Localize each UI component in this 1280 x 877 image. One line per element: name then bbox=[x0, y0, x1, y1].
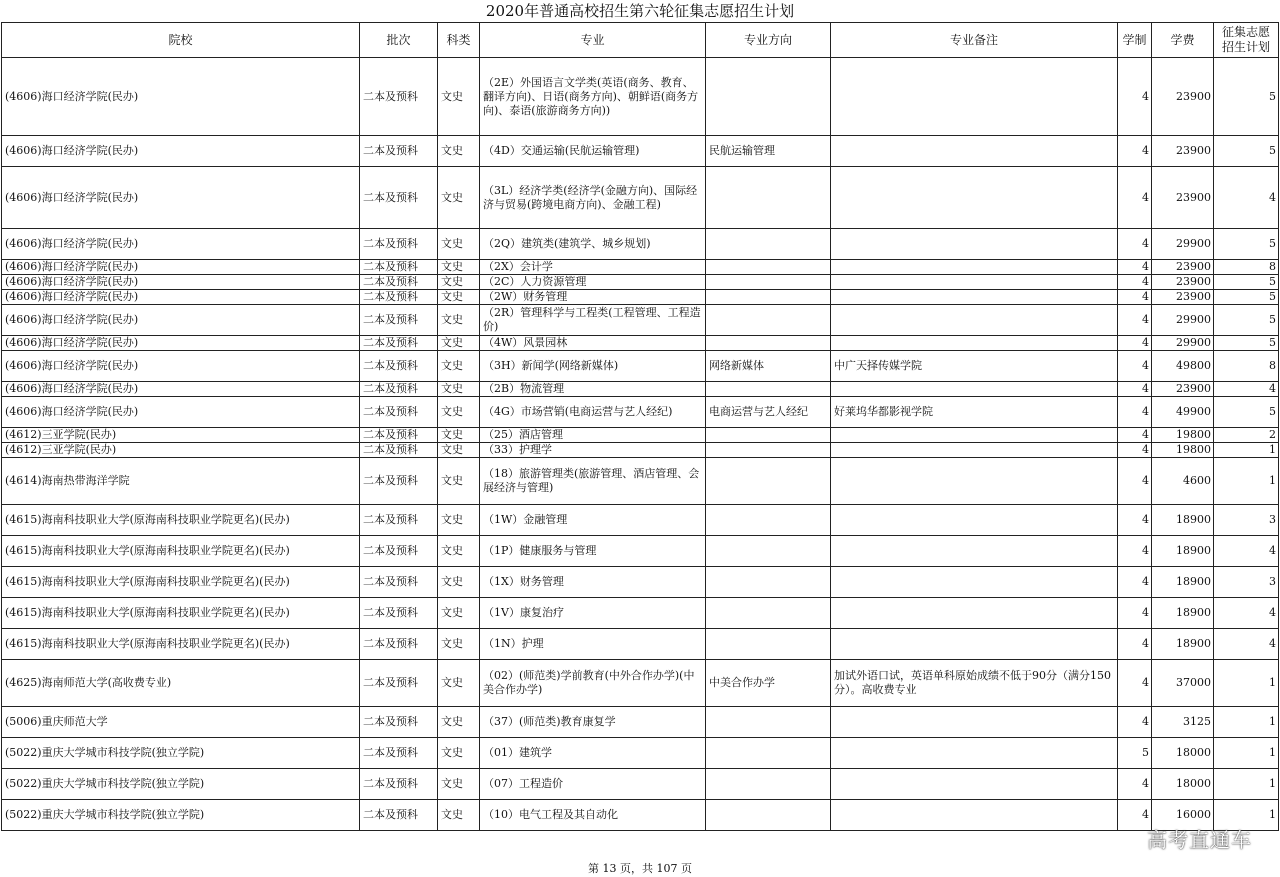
years-cell: 4 bbox=[1118, 351, 1152, 382]
years-cell: 4 bbox=[1118, 629, 1152, 660]
batch-cell: 二本及预科 bbox=[360, 769, 438, 800]
col-header-years: 学制 bbox=[1118, 23, 1152, 58]
major-cell: （1W）金融管理 bbox=[480, 505, 706, 536]
col-header-note: 专业备注 bbox=[831, 23, 1118, 58]
table-row bbox=[2, 629, 1279, 660]
subject-cell: 文史 bbox=[438, 458, 480, 505]
years-cell: 4 bbox=[1118, 382, 1152, 397]
table-row bbox=[2, 351, 1279, 382]
batch-cell: 二本及预科 bbox=[360, 275, 438, 290]
batch-cell: 二本及预科 bbox=[360, 660, 438, 707]
school-cell: (5022)重庆大学城市科技学院(独立学院) bbox=[2, 800, 360, 831]
years-cell: 4 bbox=[1118, 229, 1152, 260]
major-cell: （4W）风景园林 bbox=[480, 336, 706, 351]
fee-cell: 18000 bbox=[1152, 769, 1214, 800]
plan-cell: 8 bbox=[1214, 351, 1279, 382]
plan-cell: 2 bbox=[1214, 428, 1279, 443]
years-cell: 4 bbox=[1118, 260, 1152, 275]
col-header-subject: 科类 bbox=[438, 23, 480, 58]
subject-cell: 文史 bbox=[438, 305, 480, 336]
note-cell bbox=[831, 382, 1118, 397]
school-cell: (4606)海口经济学院(民办) bbox=[2, 397, 360, 428]
major-cell: （2E）外国语言文学类(英语(商务、教育、翻译方向)、日语(商务方向)、朝鲜语(商务方向)、泰语(旅游商务方向)) bbox=[480, 58, 706, 136]
years-cell: 4 bbox=[1118, 707, 1152, 738]
years-cell: 4 bbox=[1118, 567, 1152, 598]
note-cell bbox=[831, 336, 1118, 351]
plan-cell: 1 bbox=[1214, 458, 1279, 505]
major-cell: （07）工程造价 bbox=[480, 769, 706, 800]
batch-cell: 二本及预科 bbox=[360, 800, 438, 831]
subject-cell: 文史 bbox=[438, 660, 480, 707]
note-cell bbox=[831, 598, 1118, 629]
table-row bbox=[2, 505, 1279, 536]
fee-cell: 23900 bbox=[1152, 382, 1214, 397]
batch-cell: 二本及预科 bbox=[360, 336, 438, 351]
batch-cell: 二本及预科 bbox=[360, 443, 438, 458]
subject-cell: 文史 bbox=[438, 260, 480, 275]
subject-cell: 文史 bbox=[438, 443, 480, 458]
note-cell bbox=[831, 290, 1118, 305]
direction-cell bbox=[706, 738, 831, 769]
col-header-school: 院校 bbox=[2, 23, 360, 58]
fee-cell: 18000 bbox=[1152, 738, 1214, 769]
subject-cell: 文史 bbox=[438, 397, 480, 428]
note-cell bbox=[831, 536, 1118, 567]
table-row bbox=[2, 290, 1279, 305]
batch-cell: 二本及预科 bbox=[360, 397, 438, 428]
direction-cell bbox=[706, 428, 831, 443]
table-row bbox=[2, 567, 1279, 598]
direction-cell bbox=[706, 536, 831, 567]
subject-cell: 文史 bbox=[438, 629, 480, 660]
fee-cell: 18900 bbox=[1152, 629, 1214, 660]
subject-cell: 文史 bbox=[438, 800, 480, 831]
watermark: 高考直通车 bbox=[1147, 828, 1252, 852]
school-cell: (4614)海南热带海洋学院 bbox=[2, 458, 360, 505]
col-header-plan-line1: 征集志愿 bbox=[1221, 25, 1270, 39]
note-cell bbox=[831, 443, 1118, 458]
note-cell bbox=[831, 58, 1118, 136]
col-header-plan bbox=[1214, 23, 1279, 58]
fee-cell: 37000 bbox=[1152, 660, 1214, 707]
fee-cell: 19800 bbox=[1152, 443, 1214, 458]
batch-cell: 二本及预科 bbox=[360, 58, 438, 136]
fee-cell: 49800 bbox=[1152, 351, 1214, 382]
years-cell: 4 bbox=[1118, 536, 1152, 567]
school-cell: (4606)海口经济学院(民办) bbox=[2, 275, 360, 290]
batch-cell: 二本及预科 bbox=[360, 707, 438, 738]
school-cell: (4612)三亚学院(民办) bbox=[2, 428, 360, 443]
fee-cell: 18900 bbox=[1152, 598, 1214, 629]
major-cell: （4G）市场营销(电商运营与艺人经纪) bbox=[480, 397, 706, 428]
note-cell bbox=[831, 769, 1118, 800]
school-cell: (4606)海口经济学院(民办) bbox=[2, 382, 360, 397]
subject-cell: 文史 bbox=[438, 136, 480, 167]
note-cell: 加试外语口试，英语单科原始成绩不低于90分（满分150分）。高收费专业 bbox=[831, 660, 1118, 707]
years-cell: 4 bbox=[1118, 769, 1152, 800]
major-cell: （2R）管理科学与工程类(工程管理、工程造价) bbox=[480, 305, 706, 336]
subject-cell: 文史 bbox=[438, 707, 480, 738]
major-cell: （4D）交通运输(民航运输管理) bbox=[480, 136, 706, 167]
fee-cell: 23900 bbox=[1152, 58, 1214, 136]
table-row bbox=[2, 382, 1279, 397]
direction-cell bbox=[706, 707, 831, 738]
major-cell: （2W）财务管理 bbox=[480, 290, 706, 305]
table-row bbox=[2, 443, 1279, 458]
plan-cell: 1 bbox=[1214, 660, 1279, 707]
fee-cell: 18900 bbox=[1152, 567, 1214, 598]
note-cell bbox=[831, 167, 1118, 229]
school-cell: (5022)重庆大学城市科技学院(独立学院) bbox=[2, 769, 360, 800]
plan-cell: 1 bbox=[1214, 800, 1279, 831]
table-row bbox=[2, 229, 1279, 260]
note-cell bbox=[831, 275, 1118, 290]
batch-cell: 二本及预科 bbox=[360, 598, 438, 629]
batch-cell: 二本及预科 bbox=[360, 290, 438, 305]
direction-cell bbox=[706, 290, 831, 305]
table-row bbox=[2, 336, 1279, 351]
fee-cell: 16000 bbox=[1152, 800, 1214, 831]
plan-cell: 4 bbox=[1214, 629, 1279, 660]
fee-cell: 29900 bbox=[1152, 336, 1214, 351]
school-cell: (4606)海口经济学院(民办) bbox=[2, 290, 360, 305]
col-header-plan-line2: 招生计划 bbox=[1221, 40, 1270, 54]
plan-cell: 1 bbox=[1214, 707, 1279, 738]
note-cell bbox=[831, 428, 1118, 443]
school-cell: (5006)重庆师范大学 bbox=[2, 707, 360, 738]
note-cell bbox=[831, 136, 1118, 167]
school-cell: (4615)海南科技职业大学(原海南科技职业学院更名)(民办) bbox=[2, 536, 360, 567]
direction-cell bbox=[706, 567, 831, 598]
subject-cell: 文史 bbox=[438, 382, 480, 397]
plan-cell: 1 bbox=[1214, 738, 1279, 769]
major-cell: （02）(师范类)学前教育(中外合作办学)(中美合作办学) bbox=[480, 660, 706, 707]
table-row bbox=[2, 769, 1279, 800]
major-cell: （2X）会计学 bbox=[480, 260, 706, 275]
batch-cell: 二本及预科 bbox=[360, 505, 438, 536]
note-cell bbox=[831, 707, 1118, 738]
table-row bbox=[2, 598, 1279, 629]
years-cell: 4 bbox=[1118, 275, 1152, 290]
plan-cell: 5 bbox=[1214, 290, 1279, 305]
direction-cell bbox=[706, 275, 831, 290]
school-cell: (4615)海南科技职业大学(原海南科技职业学院更名)(民办) bbox=[2, 629, 360, 660]
note-cell bbox=[831, 738, 1118, 769]
table-row bbox=[2, 660, 1279, 707]
fee-cell: 23900 bbox=[1152, 260, 1214, 275]
major-cell: （25）酒店管理 bbox=[480, 428, 706, 443]
school-cell: (4606)海口经济学院(民办) bbox=[2, 167, 360, 229]
major-cell: （18）旅游管理类(旅游管理、酒店管理、会展经济与管理) bbox=[480, 458, 706, 505]
table-row bbox=[2, 397, 1279, 428]
batch-cell: 二本及预科 bbox=[360, 351, 438, 382]
major-cell: （10）电气工程及其自动化 bbox=[480, 800, 706, 831]
major-cell: （3H）新闻学(网络新媒体) bbox=[480, 351, 706, 382]
major-cell: （3L）经济学类(经济学(金融方向)、国际经济与贸易(跨境电商方向)、金融工程) bbox=[480, 167, 706, 229]
plan-cell: 4 bbox=[1214, 382, 1279, 397]
years-cell: 4 bbox=[1118, 443, 1152, 458]
years-cell: 4 bbox=[1118, 336, 1152, 351]
fee-cell: 18900 bbox=[1152, 536, 1214, 567]
subject-cell: 文史 bbox=[438, 536, 480, 567]
batch-cell: 二本及预科 bbox=[360, 428, 438, 443]
batch-cell: 二本及预科 bbox=[360, 136, 438, 167]
table-row bbox=[2, 136, 1279, 167]
plan-cell: 5 bbox=[1214, 336, 1279, 351]
subject-cell: 文史 bbox=[438, 598, 480, 629]
note-cell bbox=[831, 305, 1118, 336]
batch-cell: 二本及预科 bbox=[360, 229, 438, 260]
page-footer: 第 13 页，共 107 页 bbox=[588, 862, 692, 875]
fee-cell: 29900 bbox=[1152, 229, 1214, 260]
table-row bbox=[2, 800, 1279, 831]
direction-cell bbox=[706, 800, 831, 831]
years-cell: 4 bbox=[1118, 458, 1152, 505]
fee-cell: 29900 bbox=[1152, 305, 1214, 336]
note-cell: 中广天择传媒学院 bbox=[831, 351, 1118, 382]
school-cell: (4615)海南科技职业大学(原海南科技职业学院更名)(民办) bbox=[2, 567, 360, 598]
years-cell: 4 bbox=[1118, 598, 1152, 629]
major-cell: （1P）健康服务与管理 bbox=[480, 536, 706, 567]
plan-cell: 5 bbox=[1214, 275, 1279, 290]
note-cell bbox=[831, 505, 1118, 536]
school-cell: (4625)海南师范大学(高收费专业) bbox=[2, 660, 360, 707]
plan-cell: 5 bbox=[1214, 305, 1279, 336]
col-header-fee: 学费 bbox=[1152, 23, 1214, 58]
major-cell: （1V）康复治疗 bbox=[480, 598, 706, 629]
table-row bbox=[2, 260, 1279, 275]
batch-cell: 二本及预科 bbox=[360, 567, 438, 598]
batch-cell: 二本及预科 bbox=[360, 167, 438, 229]
col-header-batch: 批次 bbox=[360, 23, 438, 58]
note-cell bbox=[831, 229, 1118, 260]
direction-cell: 电商运营与艺人经纪 bbox=[706, 397, 831, 428]
plan-cell: 1 bbox=[1214, 769, 1279, 800]
batch-cell: 二本及预科 bbox=[360, 629, 438, 660]
subject-cell: 文史 bbox=[438, 58, 480, 136]
years-cell: 4 bbox=[1118, 428, 1152, 443]
school-cell: (4615)海南科技职业大学(原海南科技职业学院更名)(民办) bbox=[2, 505, 360, 536]
years-cell: 4 bbox=[1118, 660, 1152, 707]
years-cell: 4 bbox=[1118, 800, 1152, 831]
subject-cell: 文史 bbox=[438, 336, 480, 351]
school-cell: (4615)海南科技职业大学(原海南科技职业学院更名)(民办) bbox=[2, 598, 360, 629]
plan-cell: 4 bbox=[1214, 536, 1279, 567]
plan-cell: 3 bbox=[1214, 505, 1279, 536]
fee-cell: 3125 bbox=[1152, 707, 1214, 738]
fee-cell: 19800 bbox=[1152, 428, 1214, 443]
fee-cell: 23900 bbox=[1152, 290, 1214, 305]
note-cell bbox=[831, 458, 1118, 505]
major-cell: （2B）物流管理 bbox=[480, 382, 706, 397]
years-cell: 5 bbox=[1118, 738, 1152, 769]
table-row bbox=[2, 536, 1279, 567]
school-cell: (4606)海口经济学院(民办) bbox=[2, 136, 360, 167]
plan-cell: 4 bbox=[1214, 167, 1279, 229]
years-cell: 4 bbox=[1118, 58, 1152, 136]
direction-cell bbox=[706, 382, 831, 397]
direction-cell bbox=[706, 629, 831, 660]
note-cell: 好莱坞华都影视学院 bbox=[831, 397, 1118, 428]
direction-cell bbox=[706, 598, 831, 629]
plan-cell: 8 bbox=[1214, 260, 1279, 275]
direction-cell bbox=[706, 167, 831, 229]
fee-cell: 23900 bbox=[1152, 275, 1214, 290]
major-cell: （2Q）建筑类(建筑学、城乡规划) bbox=[480, 229, 706, 260]
school-cell: (4612)三亚学院(民办) bbox=[2, 443, 360, 458]
document-title: 2020年普通高校招生第六轮征集志愿招生计划 bbox=[485, 2, 795, 20]
fee-cell: 23900 bbox=[1152, 136, 1214, 167]
direction-cell bbox=[706, 260, 831, 275]
batch-cell: 二本及预科 bbox=[360, 305, 438, 336]
years-cell: 4 bbox=[1118, 167, 1152, 229]
subject-cell: 文史 bbox=[438, 351, 480, 382]
plan-cell: 3 bbox=[1214, 567, 1279, 598]
direction-cell: 网络新媒体 bbox=[706, 351, 831, 382]
col-header-major: 专业 bbox=[480, 23, 706, 58]
subject-cell: 文史 bbox=[438, 428, 480, 443]
subject-cell: 文史 bbox=[438, 229, 480, 260]
plan-cell: 4 bbox=[1214, 598, 1279, 629]
direction-cell bbox=[706, 305, 831, 336]
major-cell: （1N）护理 bbox=[480, 629, 706, 660]
direction-cell bbox=[706, 229, 831, 260]
table-row bbox=[2, 305, 1279, 336]
major-cell: （37）(师范类)教育康复学 bbox=[480, 707, 706, 738]
fee-cell: 18900 bbox=[1152, 505, 1214, 536]
table-row bbox=[2, 167, 1279, 229]
subject-cell: 文史 bbox=[438, 505, 480, 536]
batch-cell: 二本及预科 bbox=[360, 536, 438, 567]
school-cell: (5022)重庆大学城市科技学院(独立学院) bbox=[2, 738, 360, 769]
batch-cell: 二本及预科 bbox=[360, 382, 438, 397]
subject-cell: 文史 bbox=[438, 567, 480, 598]
table-row bbox=[2, 738, 1279, 769]
note-cell bbox=[831, 629, 1118, 660]
major-cell: （01）建筑学 bbox=[480, 738, 706, 769]
school-cell: (4606)海口经济学院(民办) bbox=[2, 229, 360, 260]
school-cell: (4606)海口经济学院(民办) bbox=[2, 336, 360, 351]
years-cell: 4 bbox=[1118, 305, 1152, 336]
subject-cell: 文史 bbox=[438, 769, 480, 800]
direction-cell bbox=[706, 58, 831, 136]
school-cell: (4606)海口经济学院(民办) bbox=[2, 58, 360, 136]
subject-cell: 文史 bbox=[438, 738, 480, 769]
school-cell: (4606)海口经济学院(民办) bbox=[2, 305, 360, 336]
note-cell bbox=[831, 567, 1118, 598]
fee-cell: 23900 bbox=[1152, 167, 1214, 229]
direction-cell: 中美合作办学 bbox=[706, 660, 831, 707]
batch-cell: 二本及预科 bbox=[360, 458, 438, 505]
direction-cell: 民航运输管理 bbox=[706, 136, 831, 167]
direction-cell bbox=[706, 443, 831, 458]
direction-cell bbox=[706, 769, 831, 800]
years-cell: 4 bbox=[1118, 397, 1152, 428]
major-cell: （1X）财务管理 bbox=[480, 567, 706, 598]
col-header-direction: 专业方向 bbox=[706, 23, 831, 58]
table-row bbox=[2, 275, 1279, 290]
major-cell: （33）护理学 bbox=[480, 443, 706, 458]
table-body bbox=[2, 58, 1279, 831]
note-cell bbox=[831, 260, 1118, 275]
subject-cell: 文史 bbox=[438, 167, 480, 229]
table-row bbox=[2, 458, 1279, 505]
plan-cell: 1 bbox=[1214, 443, 1279, 458]
plan-cell: 5 bbox=[1214, 229, 1279, 260]
enrollment-plan-table bbox=[1, 22, 1279, 831]
school-cell: (4606)海口经济学院(民办) bbox=[2, 260, 360, 275]
subject-cell: 文史 bbox=[438, 290, 480, 305]
direction-cell bbox=[706, 458, 831, 505]
major-cell: （2C）人力资源管理 bbox=[480, 275, 706, 290]
school-cell: (4606)海口经济学院(民办) bbox=[2, 351, 360, 382]
plan-cell: 5 bbox=[1214, 58, 1279, 136]
table-row bbox=[2, 707, 1279, 738]
table-row bbox=[2, 58, 1279, 136]
note-cell bbox=[831, 800, 1118, 831]
plan-cell: 5 bbox=[1214, 136, 1279, 167]
batch-cell: 二本及预科 bbox=[360, 260, 438, 275]
direction-cell bbox=[706, 505, 831, 536]
fee-cell: 4600 bbox=[1152, 458, 1214, 505]
years-cell: 4 bbox=[1118, 505, 1152, 536]
table-row bbox=[2, 428, 1279, 443]
header-row bbox=[2, 23, 1279, 58]
years-cell: 4 bbox=[1118, 290, 1152, 305]
fee-cell: 49900 bbox=[1152, 397, 1214, 428]
years-cell: 4 bbox=[1118, 136, 1152, 167]
plan-cell: 5 bbox=[1214, 397, 1279, 428]
subject-cell: 文史 bbox=[438, 275, 480, 290]
batch-cell: 二本及预科 bbox=[360, 738, 438, 769]
direction-cell bbox=[706, 336, 831, 351]
